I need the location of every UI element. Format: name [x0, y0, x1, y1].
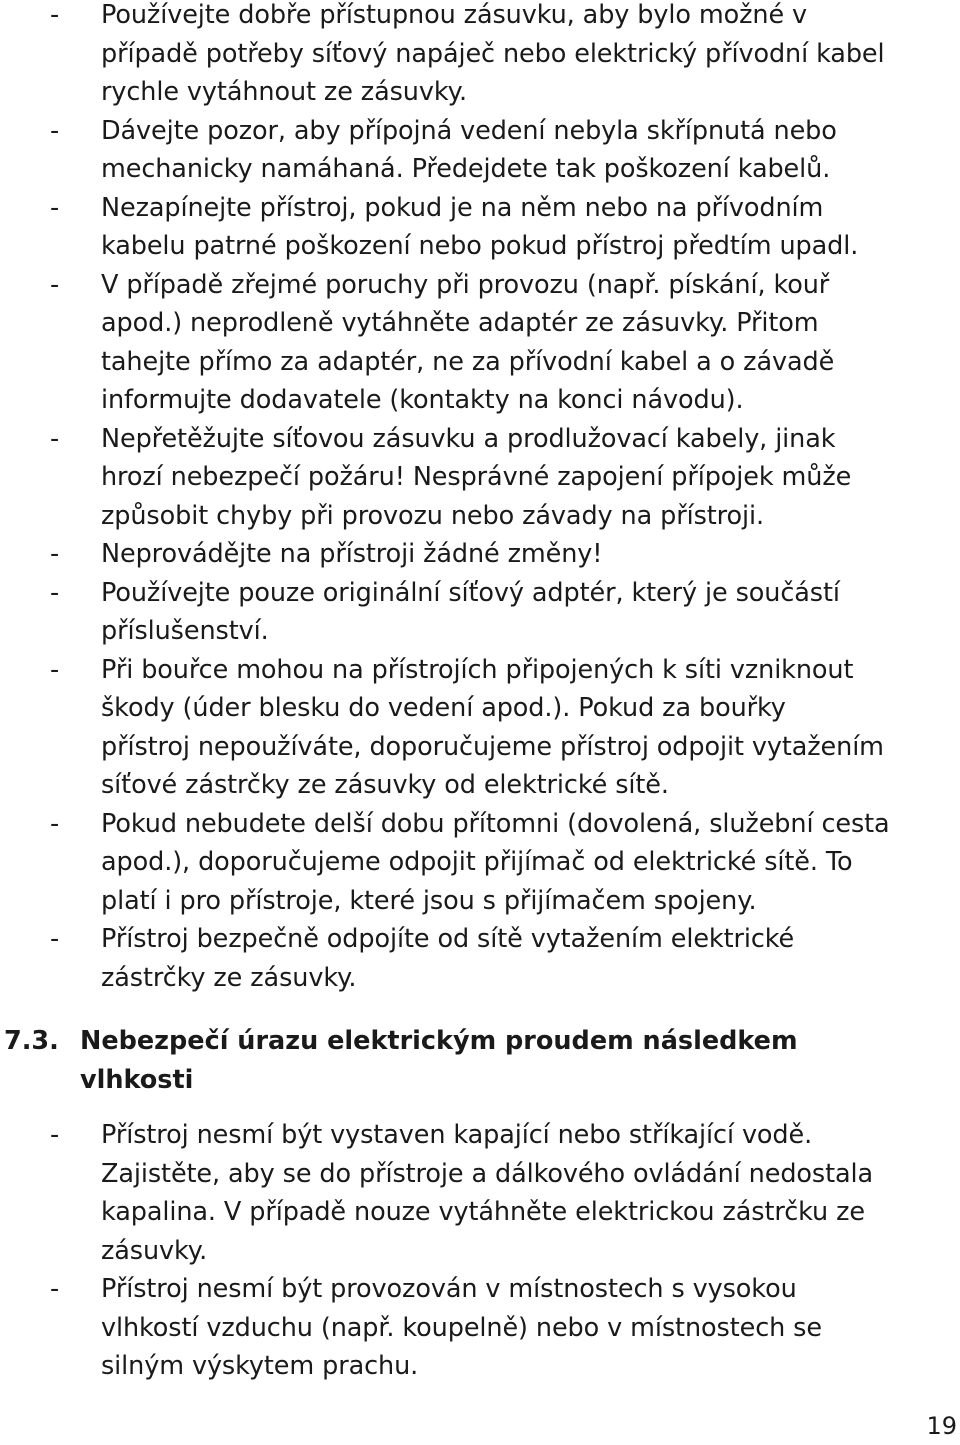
list-item [0, 420, 960, 536]
list-item-line: Pokud nebudete delší dobu přítomni (dovolená, služební cesta [101, 808, 890, 839]
list-item-line: platí i pro přístroje, které jsou s přijímačem spojeny. [101, 885, 757, 916]
list-item [0, 0, 960, 112]
list-item [0, 266, 960, 420]
list-item [0, 535, 960, 574]
bullet-dash: - [50, 423, 60, 454]
list-item-line: Přístroj nesmí být provozován v místnostech s vysokou [101, 1274, 797, 1304]
bullet-dash: - [50, 654, 60, 685]
list-item-line: kabelu patrné poškození nebo pokud přístroj předtím upadl. [101, 231, 859, 261]
list-item-line: případě potřeby síťový napáječ nebo elektrický přívodní kabel [101, 38, 885, 69]
bullet-dash: - [50, 808, 60, 839]
list-item [0, 920, 960, 997]
list-item-line: Neprovádějte na přístroji žádné změny! [101, 539, 603, 569]
bullet-dash: - [50, 115, 60, 146]
list-item-line: Přístroj bezpečně odpojíte od sítě vytažením elektrické [101, 924, 795, 954]
list-item-line: mechanicky namáhaná. Předejdete tak poškození kabelů. [101, 154, 831, 184]
section-title [80, 1022, 798, 1100]
bullet-dash: - [50, 269, 60, 300]
list-item-line: Používejte dobře přístupnou zásuvku, aby bylo možné v [101, 0, 808, 30]
list-item-line: informujte dodavatele (kontakty na konci návodu). [101, 385, 744, 415]
list-item-line: Při bouřce mohou na přístrojích připojených k síti vzniknout [101, 654, 854, 685]
list-item-line: hrozí nebezpečí požáru! Nesprávné zapojení přípojek může [101, 462, 852, 492]
list-item-line: Používejte pouze originální síťový adptér, který je součástí [101, 577, 840, 608]
list-item-line: Zajistěte, aby se do přístroje a dálkového ovládání nedostala [101, 1158, 874, 1189]
bullet-dash: - [50, 1274, 60, 1304]
list-item-line: škody (úder blesku do vedení apod.). Pokud za bouřky [101, 693, 786, 723]
list-item [0, 651, 960, 805]
bullet-dash: - [50, 924, 60, 954]
list-item-line: vlhkostí vzduchu (např. koupelně) nebo v místnostech se [101, 1312, 822, 1343]
list-item-line: apod.) neprodleně vytáhněte adaptér ze zásuvky. Přitom [101, 308, 819, 338]
list-item [0, 1116, 960, 1270]
list-item-line: V případě zřejmé poruchy při provozu (např. pískání, kouř [101, 269, 830, 300]
bullet-dash: - [50, 1120, 60, 1150]
bullet-dash: - [50, 192, 60, 223]
page-number: 19 [926, 1412, 957, 1440]
section-title-line: Nebezpečí úrazu elektrickým proudem následkem [80, 1026, 798, 1056]
list-item-line: zástrčky ze zásuvky. [101, 962, 357, 993]
list-item-line: přístroj nepoužíváte, doporučujeme přístroj odpojit vytažením [101, 731, 884, 762]
list-item-line: způsobit chyby při provozu nebo závady na přístroji. [101, 500, 764, 531]
list-item [0, 189, 960, 266]
bullet-dash: - [50, 577, 60, 608]
list-item-line: Dávejte pozor, aby přípojná vedení nebyla skřípnutá nebo [101, 115, 837, 146]
list-item-line: zásuvky. [101, 1235, 208, 1266]
list-item-line: příslušenství. [101, 616, 269, 646]
list-item-line: tahejte přímo za adaptér, ne za přívodní kabel a o závadě [101, 346, 835, 377]
list-item-line: rychle vytáhnout ze zásuvky. [101, 77, 467, 107]
section-title-line: vlhkosti [80, 1065, 194, 1095]
list-item [0, 1270, 960, 1386]
moisture-instructions-list [0, 1116, 960, 1386]
list-item [0, 574, 960, 651]
list-item [0, 112, 960, 189]
list-item-line: síťové zástrčky ze zásuvky od elektrické sítě. [101, 770, 669, 800]
list-item-line: Nezapínejte přístroj, pokud je na něm nebo na přívodním [101, 192, 824, 223]
list-item-line: silným výskytem prachu. [101, 1351, 419, 1381]
list-item-line: Přístroj nesmí být vystaven kapající nebo stříkající vodě. [101, 1120, 813, 1150]
list-item-line: Nepřetěžujte síťovou zásuvku a prodlužovací kabely, jinak [101, 423, 836, 454]
bullet-dash: - [50, 539, 60, 569]
list-item-line: kapalina. V případě nouze vytáhněte elektrickou zástrčku ze [101, 1197, 865, 1227]
section-number: 7.3. [4, 1026, 59, 1056]
bullet-dash: - [50, 0, 60, 30]
list-item [0, 805, 960, 921]
list-item-line: apod.), doporučujeme odpojit přijímač od elektrické sítě. To [101, 847, 853, 877]
